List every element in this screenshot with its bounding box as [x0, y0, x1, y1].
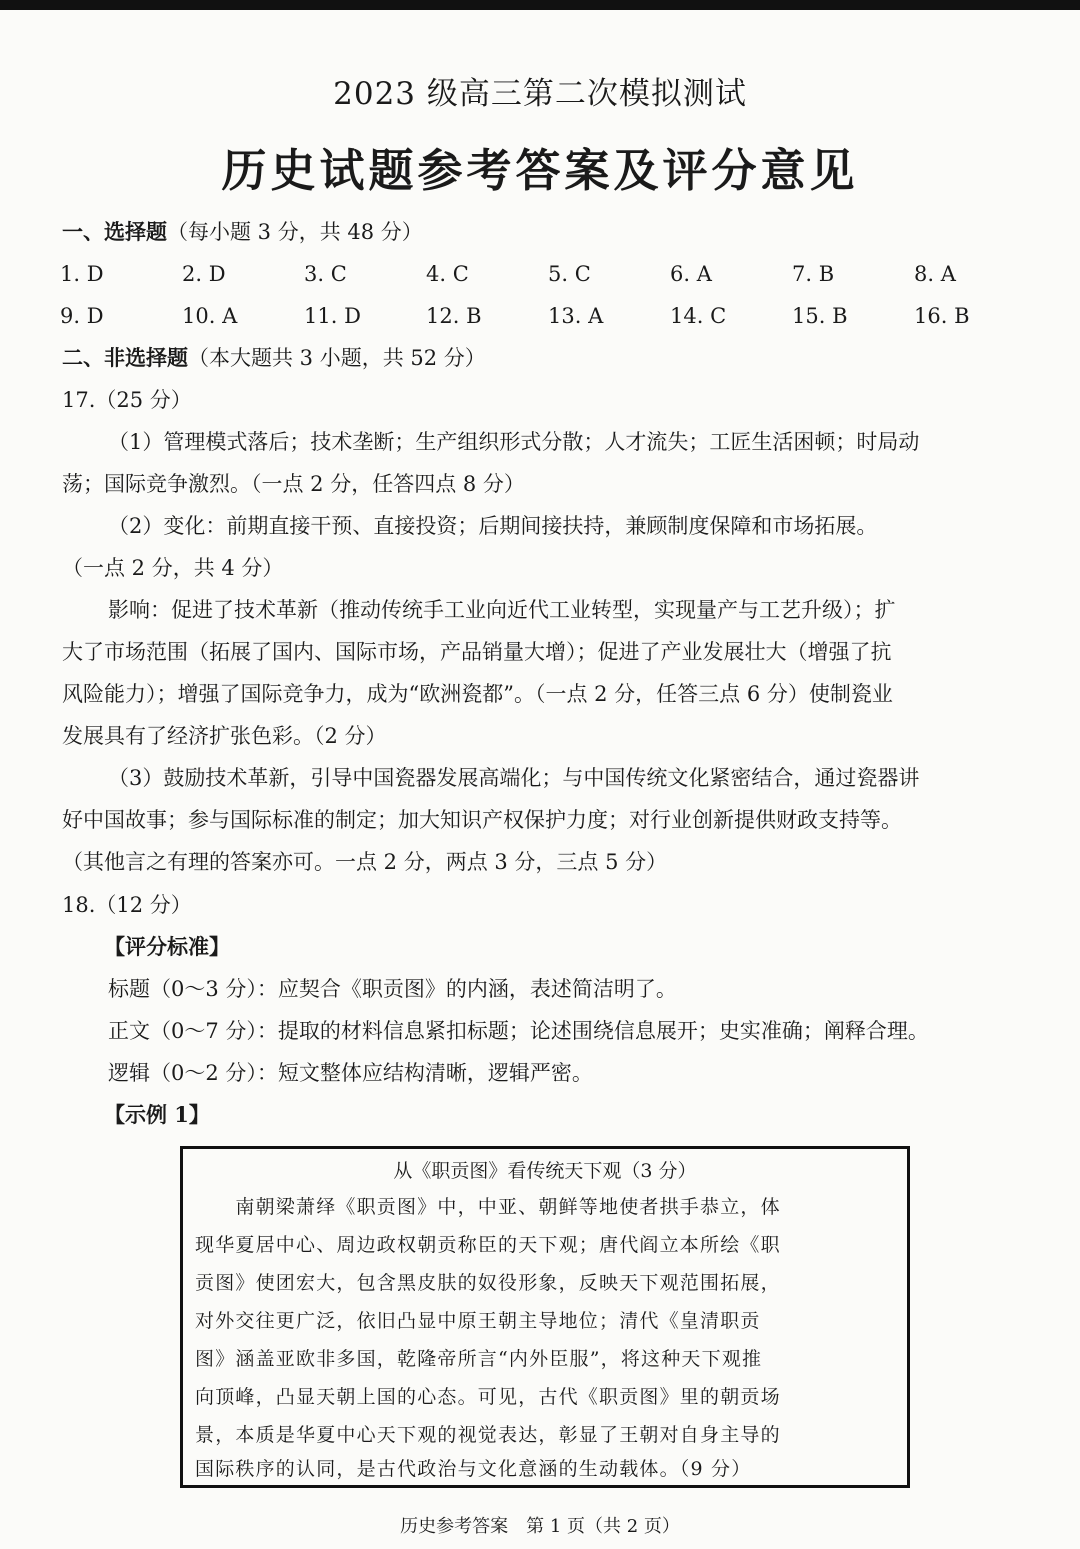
answer-item: 11. D: [304, 304, 361, 328]
answer-item: 10. A: [182, 304, 238, 328]
section2-header: [62, 343, 486, 373]
q17-line: 好中国故事；参与国际标准的制定；加大知识产权保护力度；对行业创新提供财政支持等。: [62, 808, 902, 832]
answer-item: 8. A: [914, 262, 956, 286]
essay-line: 贡图》使团宏大，包含黑皮肤的奴役形象，反映天下观范围拓展，: [195, 1272, 781, 1294]
answer-item: 1. D: [60, 262, 104, 286]
example-heading: 【示例 1】: [104, 1102, 210, 1127]
answer-item: 13. A: [548, 304, 604, 328]
criteria-item: 正文（0～7 分）：提取的材料信息紧扣标题；论述围绕信息展开；史实准确；阐释合理。: [108, 1019, 929, 1043]
answer-item: 4. C: [426, 262, 469, 286]
q17-line: （其他言之有理的答案亦可。一点 2 分，两点 3 分，三点 5 分）: [62, 850, 668, 874]
answer-item: 9. D: [60, 304, 104, 328]
section2-heading: 二、非选择题: [62, 345, 188, 370]
criteria-item: 标题（0～3 分）：应契合《职贡图》的内涵，表述简洁明了。: [108, 977, 677, 1001]
answer-item: 12. B: [426, 304, 482, 328]
top-border: [0, 0, 1080, 10]
q17-line: （1）管理模式落后；技术垄断；生产组织形式分散；人才流失；工匠生活困顿；时局动: [108, 430, 920, 454]
section1-header: [62, 217, 423, 247]
example-essay-box: [180, 1146, 910, 1488]
exam-title: 2023 级高三第二次模拟测试: [333, 76, 747, 112]
answer-item: 15. B: [792, 304, 848, 328]
essay-line: 南朝梁萧绎《职贡图》中，中亚、朝鲜等地使者拱手恭立，体: [195, 1196, 781, 1218]
section1-heading: 一、选择题: [62, 219, 167, 244]
section2-note: （本大题共 3 小题，共 52 分）: [188, 346, 486, 370]
question-18-label: 18.（12 分）: [62, 893, 192, 917]
essay-title: 从《职贡图》看传统天下观（3 分）: [393, 1160, 697, 1182]
answer-item: 3. C: [304, 262, 347, 286]
answer-item: 2. D: [182, 262, 226, 286]
answer-item: 16. B: [914, 304, 970, 328]
essay-line: 图》涵盖亚欧非多国，乾隆帝所言“内外臣服”，将这种天下观推: [195, 1348, 763, 1370]
essay-line: 对外交往更广泛，依旧凸显中原王朝主导地位；清代《皇清职贡: [195, 1310, 761, 1332]
q17-line: 风险能力）；增强了国际竞争力，成为“欧洲瓷都”。（一点 2 分，任答三点 6 分）使制瓷业: [62, 682, 893, 706]
question-17-label: 17.（25 分）: [62, 388, 192, 412]
q17-line: 影响：促进了技术革新（推动传统手工业向近代工业转型，实现量产与工艺升级）；扩: [108, 598, 896, 622]
q17-line: （3）鼓励技术革新，引导中国瓷器发展高端化；与中国传统文化紧密结合，通过瓷器讲: [108, 766, 920, 790]
essay-line: 景，本质是华夏中心天下观的视觉表达，彰显了王朝对自身主导的: [195, 1424, 781, 1446]
criteria-heading: 【评分标准】: [104, 934, 230, 959]
essay-line: 向顶峰，凸显天朝上国的心态。可见，古代《职贡图》里的朝贡场: [195, 1386, 781, 1408]
section1-note: （每小题 3 分，共 48 分）: [167, 220, 423, 244]
answer-item: 14. C: [670, 304, 727, 328]
page-footer: 历史参考答案 第 1 页（共 2 页）: [400, 1516, 680, 1537]
answer-item: 7. B: [792, 262, 835, 286]
q17-line: 荡；国际竞争激烈。（一点 2 分，任答四点 8 分）: [62, 472, 525, 496]
q17-line: 发展具有了经济扩张色彩。（2 分）: [62, 724, 387, 748]
q17-line: （一点 2 分，共 4 分）: [62, 556, 284, 580]
answer-item: 6. A: [670, 262, 712, 286]
criteria-item: 逻辑（0～2 分）：短文整体应结构清晰，逻辑严密。: [108, 1061, 593, 1085]
essay-line: 国际秩序的认同，是古代政治与文化意涵的生动载体。（9 分）: [195, 1458, 752, 1480]
document-title: 历史试题参考答案及评分意见: [221, 144, 859, 197]
essay-line: 现华夏居中心、周边政权朝贡称臣的天下观；唐代阎立本所绘《职: [195, 1234, 781, 1256]
q17-line: 大了市场范围（拓展了国内、国际市场，产品销量大增）；促进了产业发展壮大（增强了抗: [62, 640, 892, 664]
q17-line: （2）变化：前期直接干预、直接投资；后期间接扶持，兼顾制度保障和市场拓展。: [108, 514, 878, 538]
answer-item: 5. C: [548, 262, 591, 286]
